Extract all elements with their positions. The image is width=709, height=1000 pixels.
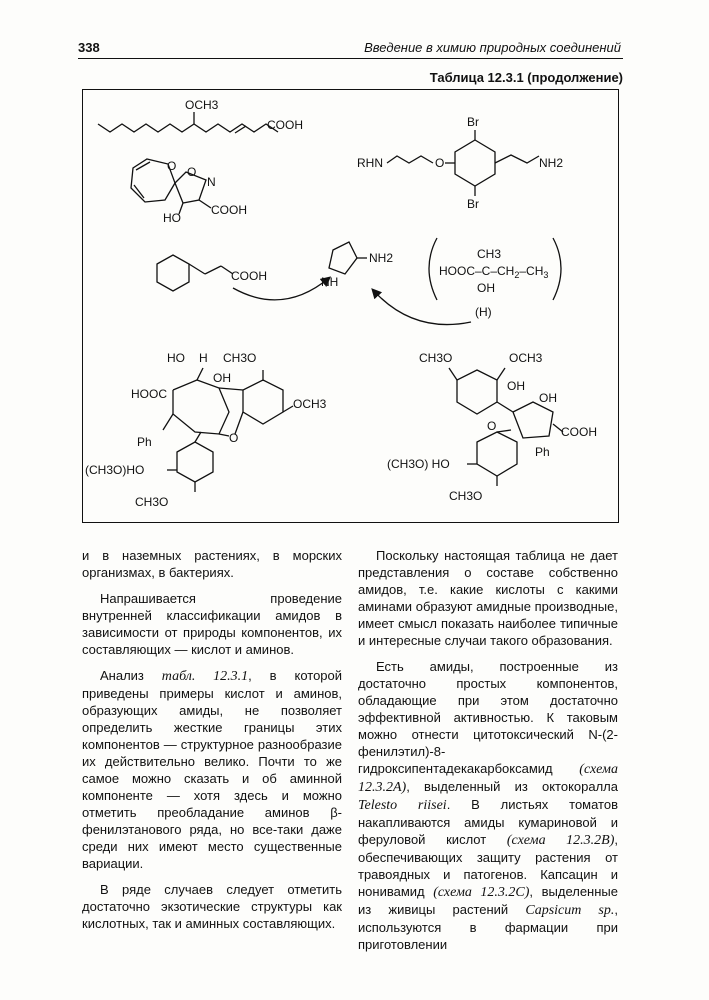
left-polycyclic-structure	[85, 351, 327, 509]
right-polycyclic-structure	[387, 351, 597, 503]
pyrrolidine-nh-label: NH	[321, 275, 339, 289]
scheme-ref-b: (схема 12.3.2В)	[506, 833, 615, 848]
carboxyl-label: COOH	[267, 118, 303, 132]
ring-n-label: N	[207, 175, 216, 189]
right-oh2-label: OH	[539, 391, 557, 405]
cinnamic-cooh-label: COOH	[231, 269, 267, 283]
pyrrolidine-nh2-label: NH2	[369, 251, 394, 265]
p3-rest: , в которой приведены примеры кислот и аминов, образующих амиды, не позволяет определить жесткие границы этих компонентов — структурное разнообразие их действительно велико. Почти то же самое можно сказать и об аминной компоненте — хотя здесь и можно отметить преобладание аминов β-фенилэтанового ряда, но все-таки даже среди них имеют место существенные вариации.	[82, 668, 343, 871]
acid-oh-label: OH	[477, 281, 495, 295]
right-cooh-label: COOH	[561, 425, 597, 439]
bromine-top-label: Br	[467, 115, 479, 129]
methoxy-fatty-acid-structure	[98, 98, 303, 133]
right-text-column	[358, 547, 618, 962]
chemical-structures-figure	[82, 89, 619, 523]
poly-oh-label: OH	[213, 371, 231, 385]
p2-part-e: , выделенные из живицы растений	[358, 884, 618, 917]
table-reference: табл. 12.3.1	[161, 669, 249, 684]
scheme-ref-c: (схема 12.3.2С)	[433, 885, 530, 900]
right-methoxy-bottom-label: CH3O	[449, 489, 483, 503]
table-caption: Таблица 12.3.1 (продолжение)	[429, 70, 623, 85]
right-ph-label: Ph	[535, 445, 550, 459]
structures-drawing	[83, 90, 620, 524]
poly-hooc-label: HOOC	[131, 387, 167, 401]
species-capsicum: Capsicum sp.	[525, 903, 615, 918]
left-paragraph-2: Напрашивается проведение внутренней классификации амидов в зависимости от природы компонентов, их составляющих — кислот и аминов.	[82, 591, 342, 657]
right-paragraph-2	[358, 658, 618, 953]
species-telesto: Telesto riisei	[358, 798, 447, 813]
page-number: 338	[78, 40, 100, 55]
cinnamic-acid-structure	[157, 255, 329, 300]
left-text-column	[82, 547, 342, 941]
right-ring-o-label: O	[487, 419, 497, 433]
spiro-isoxazolidine-structure	[131, 159, 247, 225]
header-rule	[78, 58, 623, 59]
aminopyrrolidine-structure	[321, 242, 393, 289]
branch-ch3-label: CH3	[477, 247, 502, 261]
acid-c-label: $-C-CH_2-CH_3$	[475, 264, 549, 280]
p2-part-f: , используются в фармации при приготовлении	[358, 902, 618, 952]
page-header	[78, 38, 623, 62]
poly-methoxy-bottom-label: CH3O	[135, 495, 169, 509]
running-title: Введение в химию природных соединений	[364, 40, 621, 55]
h-variant-label: (H)	[475, 305, 492, 319]
rhn-label: RHN	[357, 156, 383, 170]
right-methoxy-left-label: CH3O	[419, 351, 453, 365]
bromine-bottom-label: Br	[467, 197, 479, 211]
hydroxyl-label: HO	[163, 211, 181, 225]
amine-label: NH2	[539, 156, 564, 170]
methoxy-label: OCH3	[185, 98, 219, 112]
p2-part-d: , обеспечивающих защиту растения от травоядных и патогенов. Капсацин и нонивамид	[358, 832, 619, 899]
hydroxy-methylbutanoic-acid-structure	[373, 238, 561, 325]
ring-o-label: O	[187, 165, 197, 179]
ether-oxygen-label: O	[435, 156, 445, 170]
right-oh-label: OH	[507, 379, 525, 393]
right-methoxy-right-label: OCH3	[509, 351, 543, 365]
spiro-cooh-label: COOH	[211, 203, 247, 217]
ring-oxygen-label: O	[167, 159, 177, 173]
p2-start: Есть амиды, построенные из достаточно простых компонентов, обладающие при этом достаточно эффективной активностью. К таковым можно отнести цитотоксический N-(2-фенилэтил)-8-гидроксипентадекакарбоксамид	[358, 659, 618, 776]
p2-part-c: . В листьях томатов накапливаются амиды кумариновой и феруловой кислот	[358, 797, 618, 847]
scheme-ref-a: (схема 12.3.2А)	[358, 762, 618, 795]
left-paragraph-3	[82, 667, 342, 872]
poly-ring-o-label: O	[229, 431, 239, 445]
poly-methoxy-top-label: CH3O	[223, 351, 257, 365]
poly-ph-label: Ph	[137, 435, 152, 449]
p3-start: Анализ	[100, 668, 162, 683]
poly-methoxy-right-label: OCH3	[293, 397, 327, 411]
left-paragraph-1: и в наземных растениях, в морских организмах, в бактериях.	[82, 548, 342, 580]
poly-ch3o-ho-label: (CH3O)HO	[85, 463, 145, 477]
dibromo-phenethylamine-structure	[357, 115, 563, 211]
right-ch3o-ho-label: (CH3O) HO	[387, 457, 450, 471]
acid-hooc-label: HOOC	[439, 264, 475, 278]
left-paragraph-4: В ряде случаев следует отметить достаточно экзотические структуры как кислотных, так и аминных составляющих.	[82, 882, 342, 931]
right-paragraph-1: Поскольку настоящая таблица не дает представления о составе собственно амидов, т.е. какие кислоты с какими аминами образуют амидные производные, имеет смысл показать наиболее типичные и интересные случаи такого образования.	[358, 548, 618, 648]
poly-ho-label: HO	[167, 351, 185, 365]
poly-h-label: H	[199, 351, 208, 365]
p2-part-b: , выделенный из октокоралла	[406, 779, 618, 794]
